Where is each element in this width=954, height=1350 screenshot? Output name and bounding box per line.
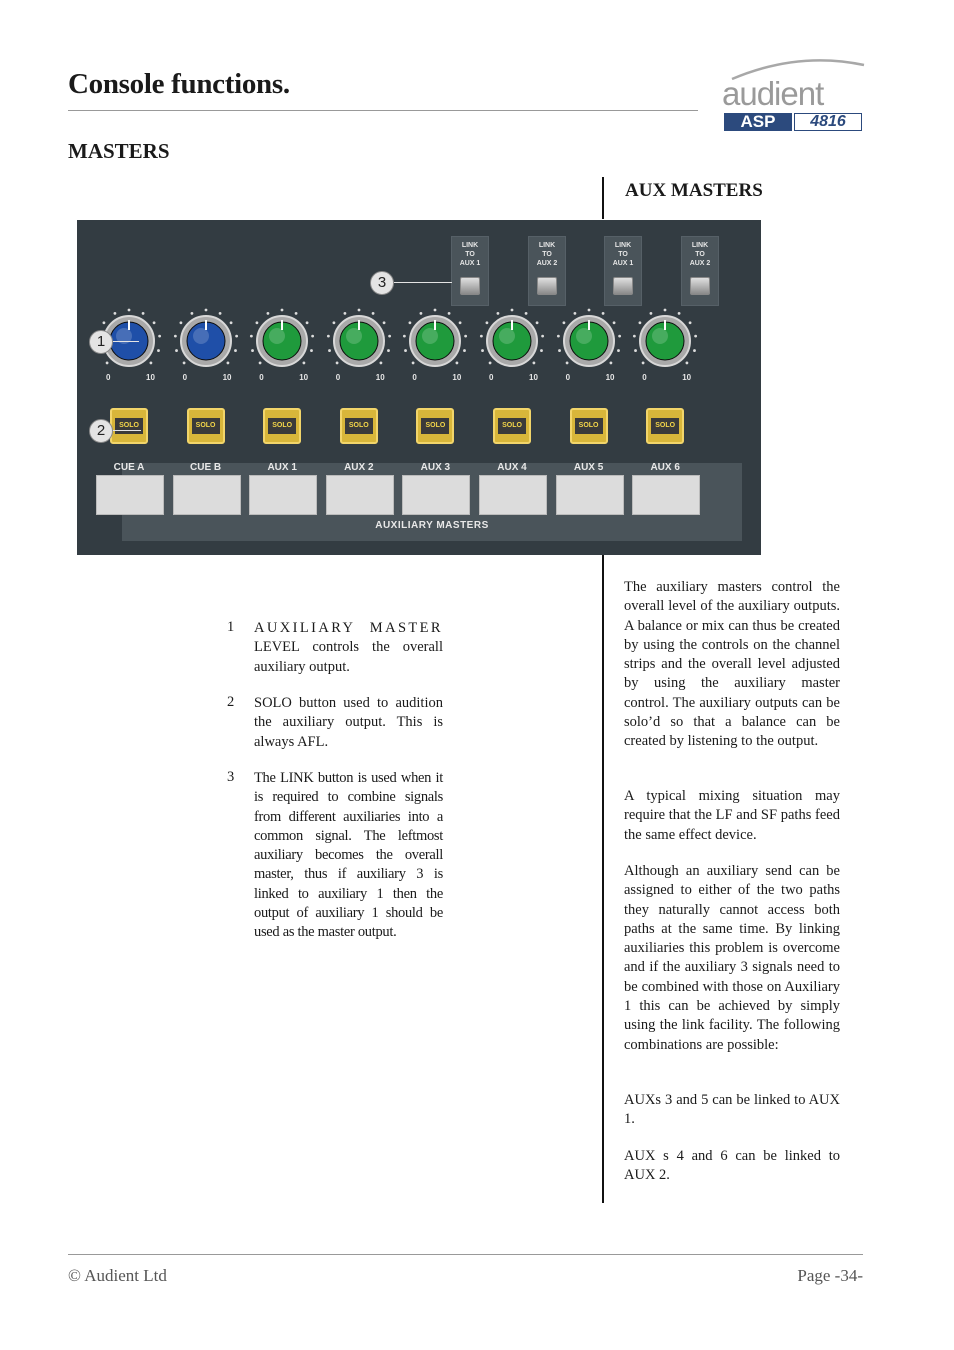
- solo-label: SOLO: [498, 418, 526, 434]
- solo-button-aux-2[interactable]: [340, 408, 378, 444]
- solo-label: SOLO: [192, 418, 220, 434]
- solo-button-aux-4[interactable]: [493, 408, 531, 444]
- channel-label: AUX 4: [497, 462, 527, 473]
- scribble-strip: [556, 475, 624, 515]
- solo-button-aux-6[interactable]: [646, 408, 684, 444]
- scale-max-label: 10: [222, 373, 232, 382]
- link-label: LINK TO AUX 2: [689, 242, 711, 267]
- level-knob-aux-5[interactable]: [554, 306, 624, 386]
- strip-title: AUXILIARY MASTERS: [375, 520, 489, 531]
- item-number: 2: [227, 694, 235, 710]
- knob-icon: [247, 306, 317, 376]
- channel-label: CUE B: [190, 462, 222, 473]
- level-knob-aux-6[interactable]: [630, 306, 700, 386]
- scale-min-label: 0: [182, 373, 188, 382]
- knob-icon: [554, 306, 624, 376]
- column-divider-bottom: [602, 555, 604, 1203]
- solo-button-cue-a[interactable]: [110, 408, 148, 444]
- channel-label: AUX 2: [344, 462, 374, 473]
- paragraph: The auxiliary masters control the overall level of the auxiliary outputs. A balance or mix can thus be created by using the controls on the channel strips and the overall level adjusted by using the auxiliary master control. The auxiliary outputs can be solo’d so that a balance can be created by listening to the output.: [624, 579, 840, 750]
- paragraph: AUXs 3 and 5 can be linked to AUX 1.: [624, 1092, 840, 1128]
- aux-masters-heading: AUX MASTERS: [625, 180, 763, 201]
- callout-3: 3: [370, 271, 394, 295]
- link-to-aux1-group: [451, 236, 489, 306]
- scale-min-label: 0: [259, 373, 264, 382]
- scale-min-label: 0: [642, 373, 647, 382]
- scale-min-label: 0: [412, 373, 417, 382]
- solo-label: SOLO: [421, 418, 449, 434]
- channel-label: AUX 6: [650, 462, 680, 473]
- link-to-aux2-group: [681, 236, 719, 306]
- knob-icon: [324, 306, 394, 376]
- level-knob-cue-b[interactable]: [171, 306, 241, 386]
- solo-button-cue-b[interactable]: [187, 408, 225, 444]
- scribble-strip: [96, 475, 164, 515]
- aux-masters-panel: [77, 220, 761, 555]
- link-button-aux5[interactable]: [613, 277, 633, 295]
- logo-wordmark: audient: [722, 75, 824, 112]
- scale-min-label: 0: [565, 373, 571, 382]
- paragraph: AUX s 4 and 6 can be linked to AUX 2.: [624, 1148, 840, 1184]
- scale-max-label: 10: [682, 373, 692, 382]
- link-to-aux1-group: [604, 236, 642, 306]
- link-button-aux3[interactable]: [460, 277, 480, 295]
- solo-button-aux-3[interactable]: [416, 408, 454, 444]
- item-number: 3: [227, 769, 235, 785]
- channel-label: AUX 1: [267, 462, 297, 473]
- solo-label: SOLO: [115, 418, 143, 434]
- link-label: LINK TO AUX 1: [459, 242, 481, 267]
- callout-3-line: [394, 282, 452, 283]
- solo-label: SOLO: [575, 418, 603, 434]
- logo-model: 4816: [794, 113, 862, 131]
- item-number: 1: [227, 619, 235, 635]
- callout-2: 2: [89, 419, 113, 443]
- paragraph: A typical mixing situation may require that the LF and SF paths feed the same effect device.: [624, 788, 840, 843]
- item-aux-master-level: [254, 619, 443, 677]
- level-knob-aux-4[interactable]: [477, 306, 547, 386]
- scribble-strip: [479, 475, 547, 515]
- paragraph: Although an auxiliary send can be assigned to either of the two paths they naturally cannot access both paths at the same time. By linking auxiliaries this problem is overcome and if the auxiliary 3 signals need to be combined with those on Auxiliary 1 this can be achieved by simply using the link facility. The following combinations are possible:: [624, 863, 840, 1053]
- section-heading: MASTERS: [68, 139, 170, 163]
- item-text: LEVEL controls the overall auxiliary output.: [254, 639, 443, 675]
- solo-label: SOLO: [651, 418, 679, 434]
- scribble-strip: [173, 475, 241, 515]
- scale-min-label: 0: [489, 373, 494, 382]
- link-label: LINK TO AUX 1: [612, 242, 634, 267]
- scale-max-label: 10: [605, 373, 615, 382]
- scale-min-label: 0: [335, 373, 341, 382]
- solo-label: SOLO: [268, 418, 296, 434]
- channel-label: AUX 5: [573, 462, 604, 473]
- link-label: LINK TO AUX 2: [536, 242, 558, 267]
- logo-asp: ASP: [724, 113, 792, 131]
- link-button-aux4[interactable]: [537, 277, 557, 295]
- channel-label: CUE A: [113, 462, 145, 473]
- scale-max-label: 10: [375, 373, 385, 382]
- page-title: Console functions.: [68, 68, 290, 100]
- link-button-aux6[interactable]: [690, 277, 710, 295]
- knob-icon: [630, 306, 700, 376]
- scale-min-label: 0: [106, 373, 111, 382]
- scale-max-label: 10: [529, 373, 538, 382]
- level-knob-aux-3[interactable]: [400, 306, 470, 386]
- column-divider-top: [602, 177, 604, 219]
- level-knob-aux-1[interactable]: [247, 306, 317, 386]
- level-knob-aux-2[interactable]: [324, 306, 394, 386]
- scale-max-label: 10: [452, 373, 462, 382]
- scale-max-label: 10: [299, 373, 309, 382]
- scribble-strip: [402, 475, 470, 515]
- link-to-aux2-group: [528, 236, 566, 306]
- item-link: The LINK button is used when it is required to combine signals from different auxiliaries into a common signal. The leftmost auxiliary becomes the overall master, thus if auxiliary 3 is linked to auxiliary 1 then the output of auxiliary 1 should be used as the master output.: [254, 770, 443, 941]
- solo-label: SOLO: [345, 418, 373, 434]
- scribble-strip: [326, 475, 394, 515]
- footer-divider: [68, 1254, 863, 1255]
- scribble-strip: [632, 475, 700, 515]
- item-lead: AUXILIARY MASTER: [254, 620, 443, 636]
- knob-icon: [400, 306, 470, 376]
- item-solo: SOLO button used to audition the auxiliary output. This is always AFL.: [254, 695, 443, 750]
- callout-1-line: [113, 341, 139, 342]
- auxiliary-masters-strip: [113, 462, 742, 541]
- callout-2-line: [113, 430, 141, 431]
- footer-copyright: © Audient Ltd: [68, 1266, 167, 1285]
- audient-logo: [718, 55, 868, 135]
- knob-icon: [171, 306, 241, 376]
- title-divider: [68, 110, 698, 111]
- solo-button-aux-5[interactable]: [570, 408, 608, 444]
- scale-max-label: 10: [146, 373, 155, 382]
- footer-page-number: Page -34-: [797, 1266, 863, 1285]
- scribble-strip: [249, 475, 317, 515]
- knob-icon: [477, 306, 547, 376]
- callout-1: 1: [89, 330, 113, 354]
- solo-button-aux-1[interactable]: [263, 408, 301, 444]
- channel-label: AUX 3: [420, 462, 451, 473]
